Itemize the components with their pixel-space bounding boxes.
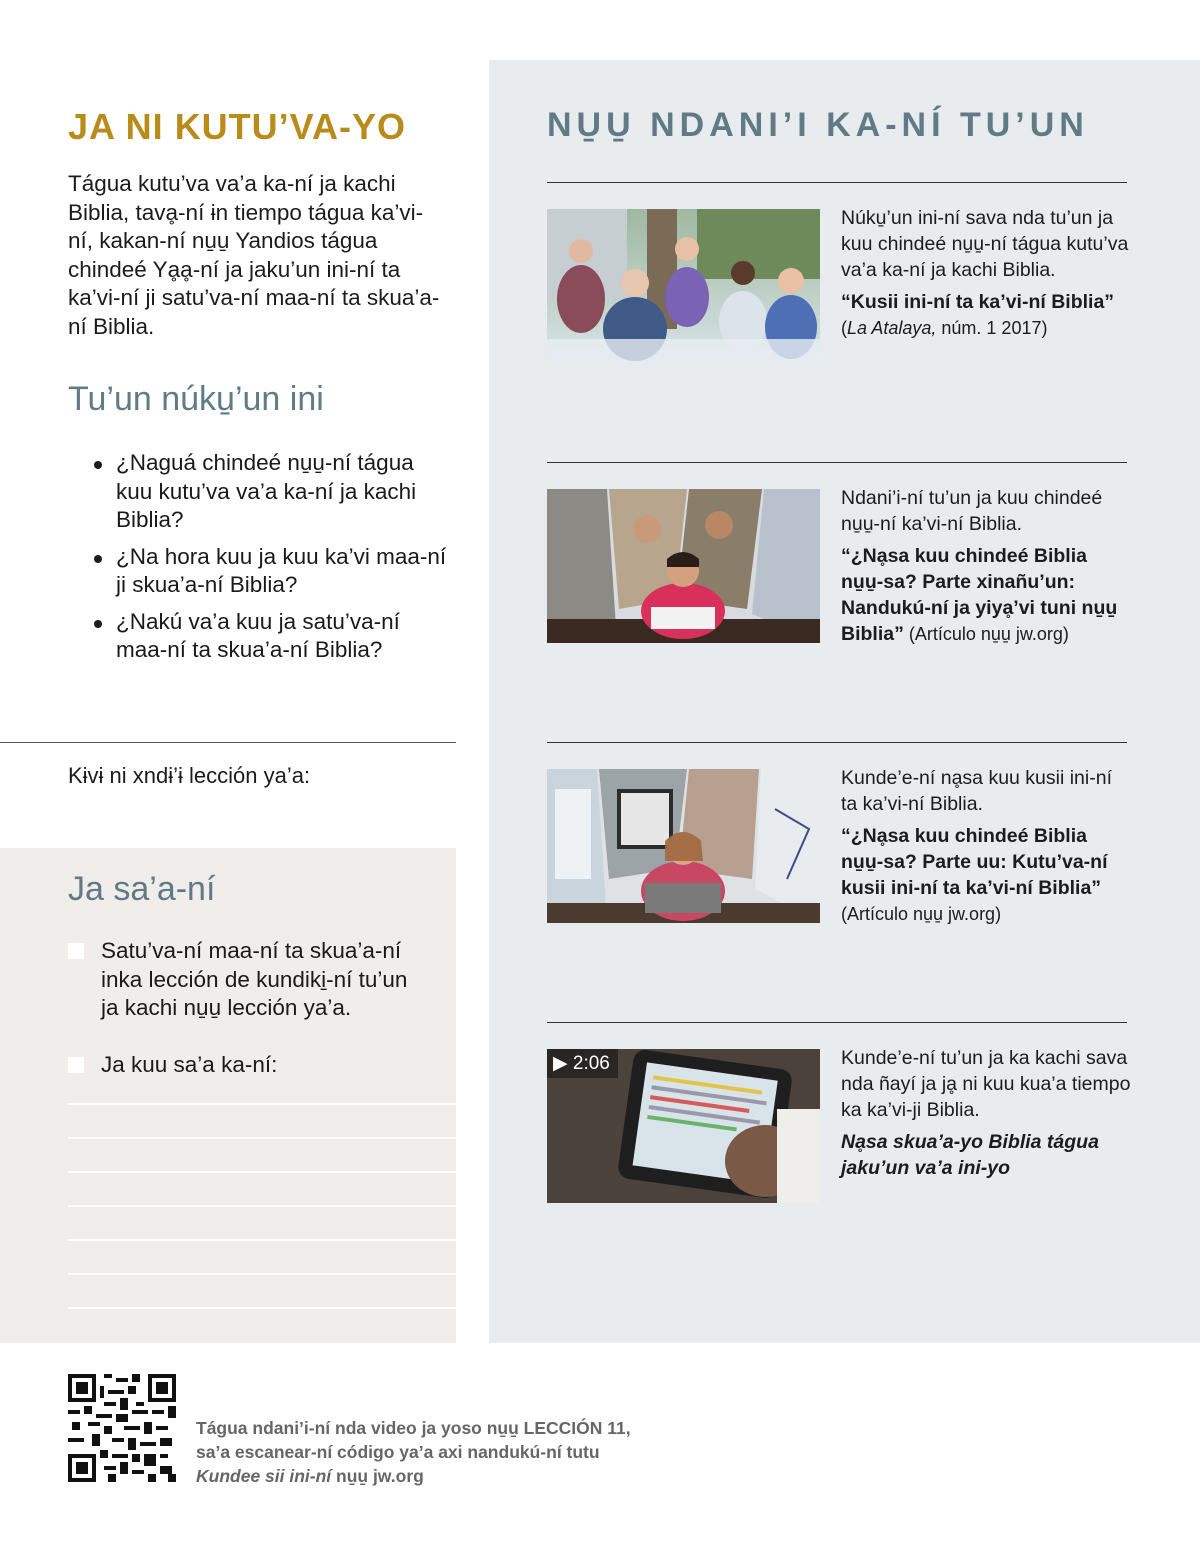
resource-title[interactable]: “Kusii ini-ní ta ka’vi-ní Biblia” bbox=[841, 291, 1115, 313]
resource-description: Ndani’i-ní tu’un ja kuu chindeé nu̱u̱-ní ka’vi-ní Biblia. bbox=[841, 487, 1103, 535]
video-thumbnail[interactable] bbox=[547, 1049, 820, 1203]
footer-note: Tágua ndani’i-ní nda video ja yoso nu̱u̱ LECCIÓN 11, sa’a escanear-ní código ya’a axi nandukú-ní tutu Kundee sii ini-ní nu̱u̱ jw.org bbox=[196, 1418, 631, 1486]
review-questions bbox=[92, 449, 452, 673]
goal-item bbox=[68, 937, 428, 1023]
divider bbox=[547, 742, 1127, 743]
writing-lines[interactable] bbox=[68, 1103, 456, 1341]
resource-title[interactable]: “¿Nḁsa kuu chindeé Biblia nu̱u̱-sa? Parte uu: Kutu’va-ní kusii ini-ní ta ka’vi-ní Biblia” bbox=[841, 825, 1108, 899]
resources-heading: NU̱U̱ NDANI’I KA-NÍ TU’UN bbox=[547, 106, 1089, 144]
divider bbox=[0, 742, 456, 743]
section-heading: JA NI KUTU’VA-YO bbox=[68, 106, 407, 147]
resource-title[interactable]: “¿Nḁsa kuu chindeé Biblia nu̱u̱-sa? Parte xinañu’un: Nandukú-ní ja yiyḁ’vi tuni nu̱u̱ Biblia” (Artículo nu̱u̱ jw.org) bbox=[841, 545, 1118, 645]
divider bbox=[547, 182, 1127, 183]
qr-code[interactable] bbox=[68, 1374, 176, 1482]
resource-description: Kunde’e-ní nḁsa kuu kusii ini-ní ta ka’vi-ní Biblia. bbox=[841, 767, 1112, 815]
review-question: ¿Nakú va’a kuu ja satu’va-ní maa-ní ta skua’a-ní Biblia? bbox=[92, 608, 452, 665]
intro-paragraph: Tágua kutu’va va’a ka-ní ja kachi Biblia, tavḁ-ní ɨn tiempo tágua ka’vi-ní, kakan-ní nu̱u̱ Yandios tágua chindeé Yḁḁ-ní ja jaku’un ini-ní ta ka’vi-ní ji satu’va-ní maa-ní ta skua’a-ní Biblia. bbox=[68, 171, 440, 339]
resource-item bbox=[841, 1045, 1131, 1181]
resource-title[interactable]: Nḁsa skua’a-yo Biblia tágua jaku’un va’a ini-yo bbox=[841, 1131, 1099, 1179]
article-thumbnail[interactable] bbox=[547, 769, 820, 923]
article-thumbnail[interactable] bbox=[547, 489, 820, 643]
goal-item bbox=[68, 1051, 428, 1080]
divider bbox=[547, 1022, 1127, 1023]
goal-checkbox[interactable] bbox=[68, 943, 84, 959]
goals-heading: Ja sa’a-ní bbox=[68, 870, 216, 908]
review-question: ¿Naguá chindeé nu̱u̱-ní tágua kuu kutu’va va’a ka-ní ja kachi Biblia? bbox=[92, 449, 452, 535]
goal-text: Ja kuu sa’a ka-ní: bbox=[101, 1052, 278, 1077]
divider bbox=[547, 462, 1127, 463]
resource-item bbox=[841, 765, 1131, 927]
resource-item bbox=[841, 205, 1131, 341]
resource-description: Kunde’e-ní tu’un ja ka kachi sava nda ñayí ja jḁ ni kuu kua’a tiempo ka ka’vi-ji Biblia. bbox=[841, 1047, 1131, 1121]
goal-checkbox[interactable] bbox=[68, 1057, 84, 1073]
resource-item bbox=[841, 485, 1131, 647]
lesson-date-label: Kɨvɨ ni xndɨ’ɨ lección ya’a: bbox=[68, 763, 311, 788]
review-question: ¿Na hora kuu ja kuu ka’vi maa-ní ji skua’a-ní Biblia? bbox=[92, 543, 452, 600]
article-thumbnail[interactable] bbox=[547, 209, 820, 363]
resource-source: (La Atalaya, núm. 1 2017) bbox=[841, 318, 1048, 338]
resource-description: Núku̱’un ini-ní sava nda tu’un ja kuu chindeé nu̱u̱-ní tágua kutu’va va’a ka-ní ja kachi Biblia. bbox=[841, 207, 1129, 281]
review-heading: Tu’un núku̱’un ini bbox=[68, 380, 324, 418]
goal-text: Satu’va-ní maa-ní ta skua’a-ní inka lección de kundiki̱-ní tu’un ja kachi nu̱u̱ lección ya’a. bbox=[101, 938, 408, 1020]
video-duration: ▶ 2:06 bbox=[547, 1049, 618, 1078]
resource-source: (Artículo nu̱u̱ jw.org) bbox=[841, 904, 1002, 924]
